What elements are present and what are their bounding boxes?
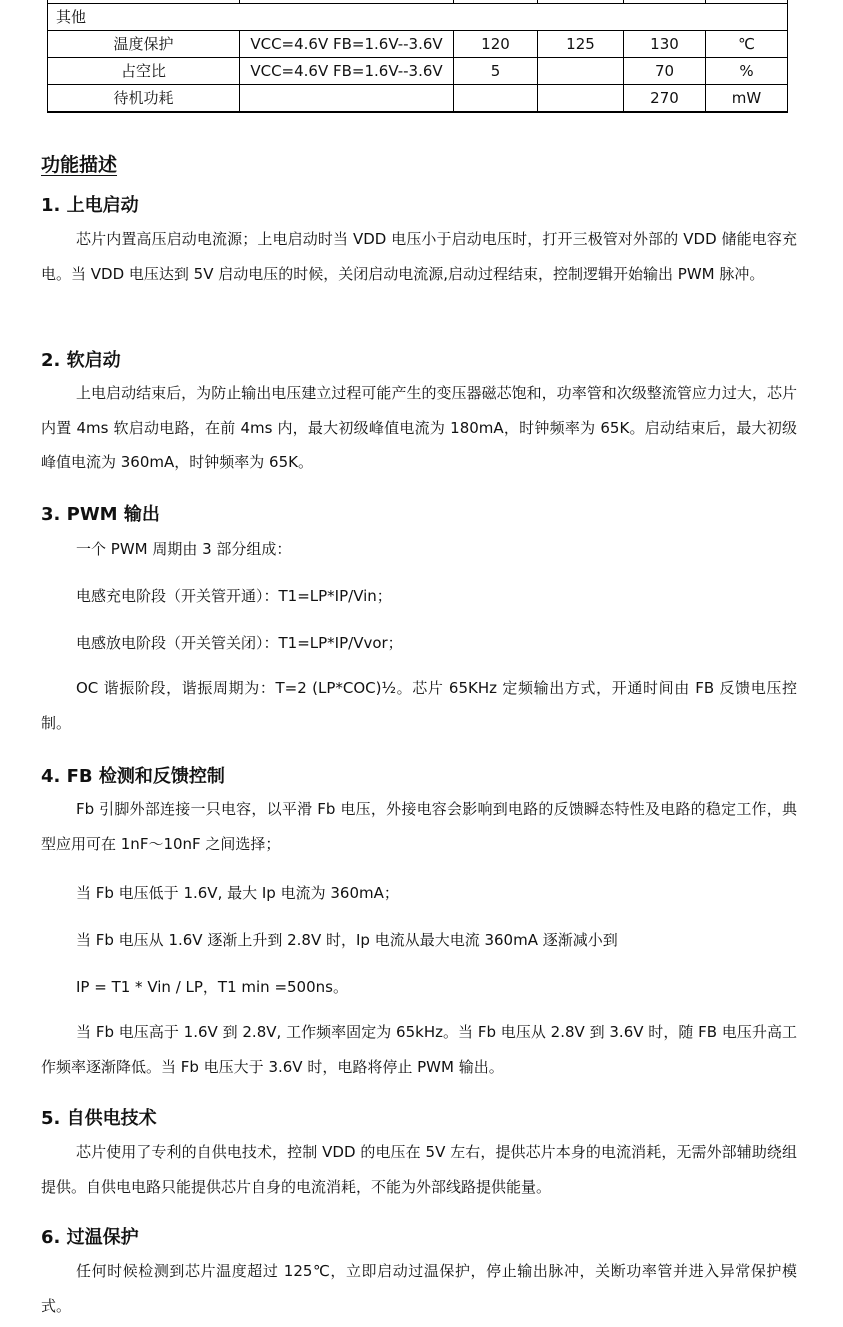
table-cell-param: 占空比 (48, 58, 240, 85)
table-cell-cond: VCC=4.6V FB=1.6V--3.6V (240, 31, 454, 58)
pwm-line-1: 一个 PWM 周期由 3 部分组成： (76, 540, 292, 558)
table-cell-min: 120 (454, 31, 538, 58)
pwm-line-3: 电感放电阶段（开关管关闭）：T1=LP*IP/Vvor； (76, 634, 403, 652)
table-row (48, 31, 788, 58)
table-cell-unit: mW (706, 85, 788, 113)
paragraph-power-on-startup: 芯片内置高压启动电流源；上电启动时当 VDD 电压小于启动电压时，打开三极管对外部的 VDD 储能电容充电。当 VDD 电压达到 5V 启动电压的时候，关闭启动电流源,启动过程结束，控制逻辑开始输出 PWM 脉冲。 (41, 230, 797, 283)
table-row (48, 58, 788, 85)
section-title: 功能描述 (41, 154, 118, 176)
table-cell-cond: VCC=4.6V FB=1.6V--3.6V (240, 58, 454, 85)
spec-table (47, 0, 788, 113)
fb-line-2: 当 Fb 电压从 1.6V 逐渐上升到 2.8V 时，Ip 电流从最大电流 360mA 逐渐减小到 (76, 931, 618, 949)
fb-line-1: 当 Fb 电压低于 1.6V, 最大 Ip 电流为 360mA； (76, 884, 399, 902)
heading-self-power: 5. 自供电技术 (41, 1108, 157, 1129)
heading-power-on-startup: 1. 上电启动 (41, 195, 139, 216)
table-row (48, 85, 788, 113)
table-cell-typ: 125 (538, 31, 624, 58)
heading-pwm-output: 3. PWM 输出 (41, 504, 160, 525)
table-cell-param: 待机功耗 (48, 85, 240, 113)
table-group-row (48, 4, 788, 31)
pwm-line-2: 电感充电阶段（开关管开通）：T1=LP*IP/Vin； (76, 587, 392, 605)
paragraph-fb-capacitor: Fb 引脚外部连接一只电容，以平滑 Fb 电压，外接电容会影响到电路的反馈瞬态特性及电路的稳定工作，典型应用可在 1nF～10nF 之间选择； (41, 800, 797, 853)
table-cell-max: 130 (624, 31, 706, 58)
paragraph-over-temperature: 任何时候检测到芯片温度超过 125℃，立即启动过温保护，停止输出脉冲，关断功率管并进入异常保护模式。 (41, 1262, 797, 1315)
table-group-label: 其他 (48, 4, 788, 31)
paragraph-pwm-oc: OC 谐振阶段，谐振周期为：T=2 (LP*COC)½。芯片 65KHz 定频输出方式，开通时间由 FB 反馈电压控制。 (41, 679, 797, 732)
table-cell-min: 5 (454, 58, 538, 85)
heading-soft-start: 2. 软启动 (41, 350, 121, 371)
paragraph-soft-start: 上电启动结束后，为防止输出电压建立过程可能产生的变压器磁芯饱和，功率管和次级整流管应力过大，芯片内置 4ms 软启动电路，在前 4ms 内，最大初级峰值电流为 180mA，时钟频率为 65K。启动结束后，最大初级峰值电流为 360mA，时钟频率为 65K。 (41, 384, 797, 471)
heading-fb-feedback: 4. FB 检测和反馈控制 (41, 766, 225, 787)
table-cell-unit: % (706, 58, 788, 85)
fb-line-3: IP = T1 * Vin / LP，T1 min =500ns。 (76, 978, 348, 996)
table-cell-typ (538, 58, 624, 85)
paragraph-self-power: 芯片使用了专利的自供电技术，控制 VDD 的电压在 5V 左右，提供芯片本身的电流消耗，无需外部辅助绕组提供。自供电电路只能提供芯片自身的电流消耗，不能为外部线路提供能量。 (41, 1143, 797, 1196)
table-cell-unit: ℃ (706, 31, 788, 58)
table-cell-typ (538, 85, 624, 113)
table-cell-max: 270 (624, 85, 706, 113)
table-cell-min (454, 85, 538, 113)
paragraph-fb-frequency: 当 Fb 电压高于 1.6V 到 2.8V, 工作频率固定为 65kHz。当 Fb 电压从 2.8V 到 3.6V 时，随 FB 电压升高工作频率逐渐降低。当 Fb 电压大于 3.6V 时，电路将停止 PWM 输出。 (41, 1023, 797, 1076)
heading-over-temperature: 6. 过温保护 (41, 1227, 139, 1248)
table-cell-cond (240, 85, 454, 113)
table-cell-param: 温度保护 (48, 31, 240, 58)
table-cell-max: 70 (624, 58, 706, 85)
